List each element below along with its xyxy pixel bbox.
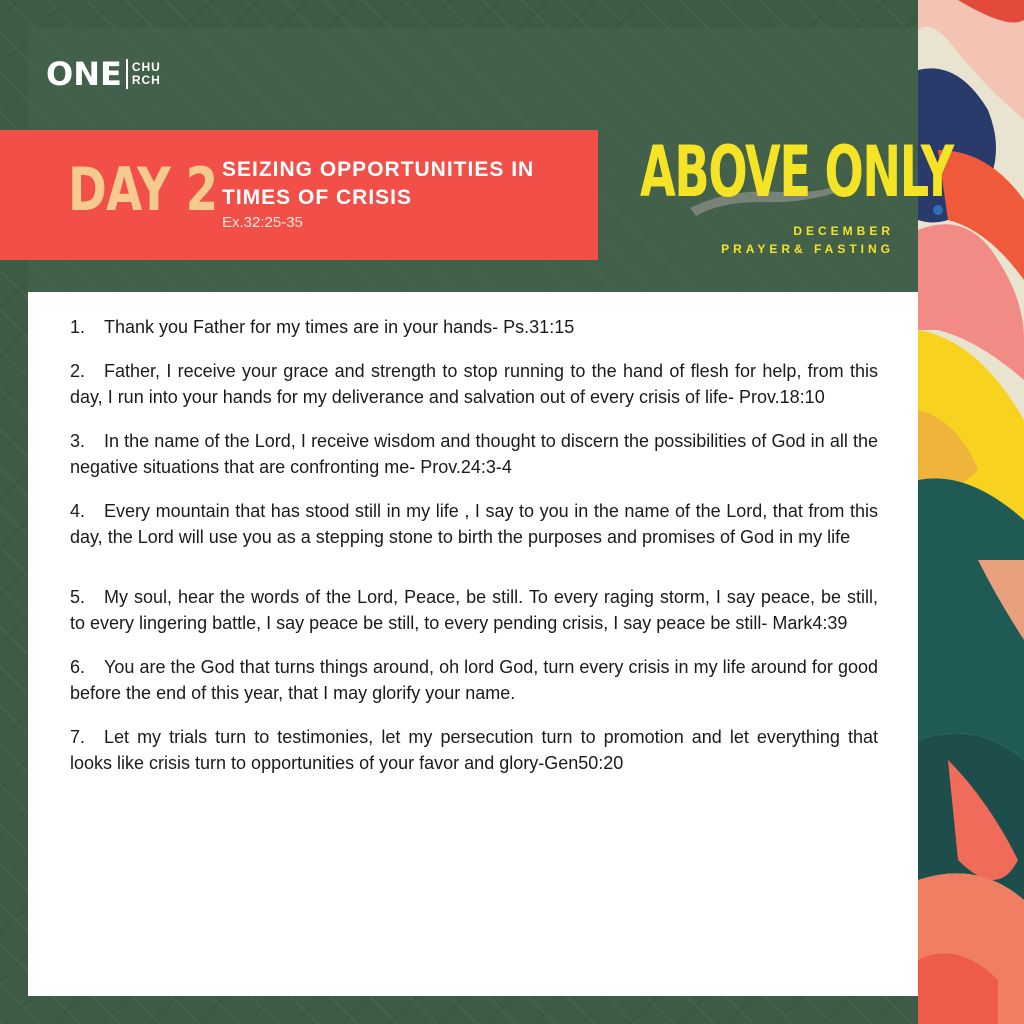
prayer-number: 5.	[70, 587, 86, 607]
prayer-text: Every mountain that has stood still in my life , I say to you in the name of the Lord, that from this day, the Lord will use you as a stepping stone to birth the purposes and promises of God in my life	[70, 501, 878, 547]
one-church-logo	[46, 55, 161, 93]
logo-church-top: CHU	[131, 60, 161, 74]
logo-church-text	[132, 61, 161, 87]
prayer-list	[28, 292, 918, 996]
prayer-number: 6.	[70, 657, 86, 677]
day-title-line2: TIMES OF CRISIS	[222, 186, 413, 209]
day-reference: Ex.32:25-35	[222, 214, 303, 231]
prayer-item	[70, 654, 878, 706]
prayer-item	[70, 314, 878, 340]
day-title	[222, 156, 582, 212]
prayer-number: 3.	[70, 431, 86, 451]
logo-one-text: ONE	[46, 55, 122, 93]
series-subtitle-month: DECEMBER	[793, 224, 894, 238]
prayer-item	[70, 498, 878, 550]
prayer-text: My soul, hear the words of the Lord, Peace, be still. To every raging storm, I say peace, be still, to every lingering battle, I say peace be still, to every pending crisis, I say peace be still- Mark4:39	[70, 587, 878, 633]
logo-divider	[126, 59, 128, 89]
prayer-item	[70, 724, 878, 776]
series-subtitle-event: PRAYER& FASTING	[721, 242, 894, 256]
prayer-number: 7.	[70, 727, 86, 747]
prayer-item	[70, 584, 878, 636]
day-title-line1: SEIZING OPPORTUNITIES IN	[222, 158, 535, 181]
prayer-item	[70, 358, 878, 410]
prayer-number: 1.	[70, 317, 86, 337]
prayer-text: Thank you Father for my times are in your hands- Ps.31:15	[104, 317, 575, 337]
prayer-item	[70, 428, 878, 480]
prayer-text: Let my trials turn to testimonies, let my persecution turn to promotion and let everything that looks like crisis turn to opportunities of your favor and glory-Gen50:20	[70, 727, 878, 773]
logo-church-bottom: RCH	[131, 73, 161, 87]
prayer-text: You are the God that turns things around, oh lord God, turn every crisis in my life around for good before the end of this year, that I may glorify your name.	[70, 657, 878, 703]
series-title: ABOVE ONLY	[640, 131, 953, 213]
prayer-text: In the name of the Lord, I receive wisdom and thought to discern the possibilities of God in all the negative situations that are confronting me- Prov.24:3-4	[70, 431, 878, 477]
prayer-number: 2.	[70, 361, 86, 381]
prayer-text: Father, I receive your grace and strength to stop running to the hand of flesh for help, from this day, I run into your hands for my deliverance and salvation out of every crisis of life- Prov.18:10	[70, 361, 878, 407]
day-label: DAY 2	[68, 155, 218, 225]
prayer-number: 4.	[70, 501, 86, 521]
